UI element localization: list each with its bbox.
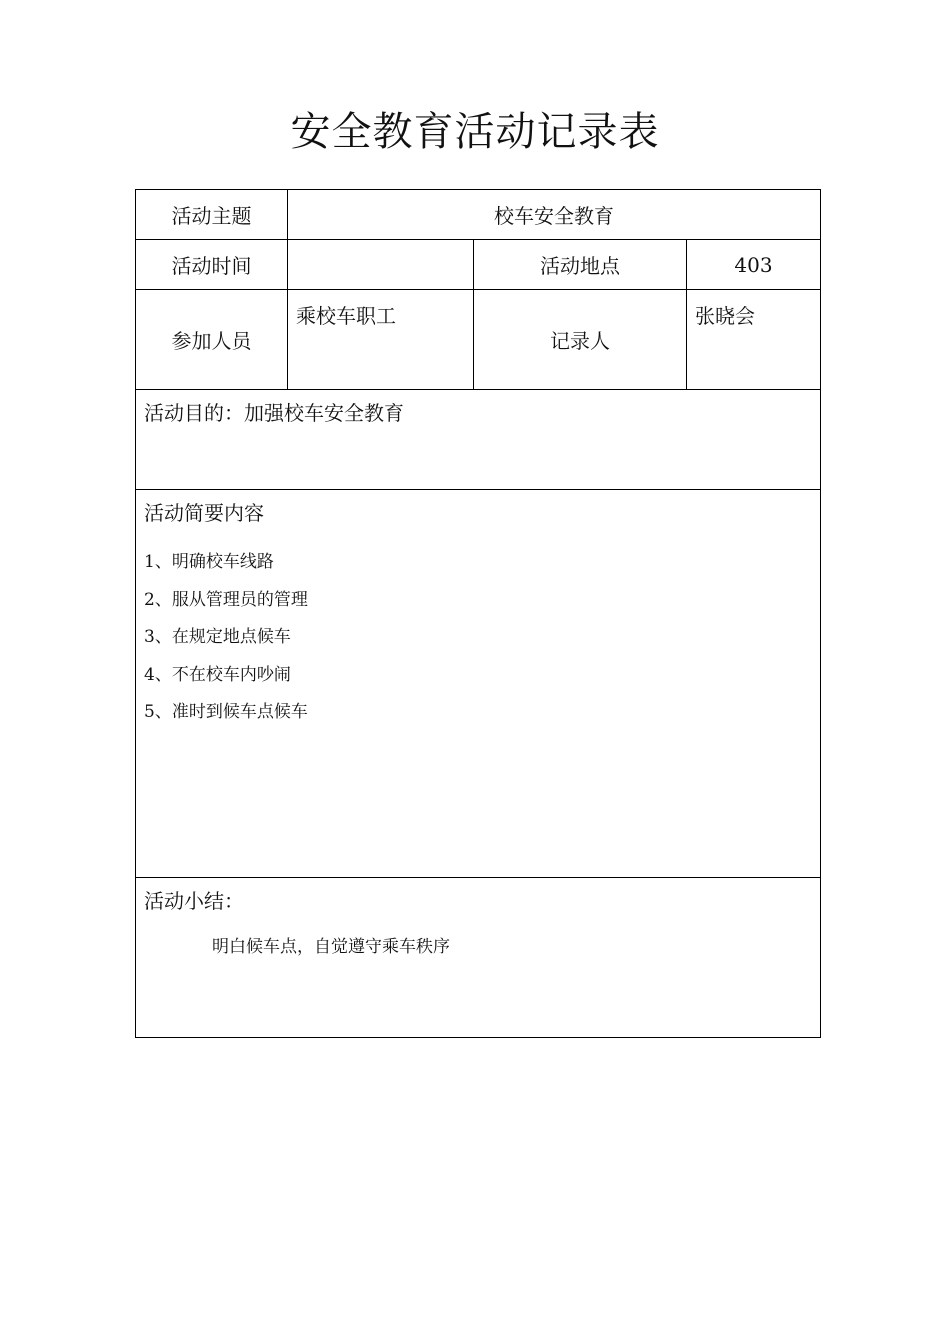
purpose-cell xyxy=(136,390,821,490)
content-item: 5、准时到候车点候车 xyxy=(144,702,308,722)
record-table xyxy=(135,189,821,1038)
purpose-text: 活动目的：加强校车安全教育 xyxy=(144,401,404,425)
topic-value: 校车安全教育 xyxy=(288,190,821,240)
recorder-label: 记录人 xyxy=(474,290,687,390)
place-label: 活动地点 xyxy=(474,240,687,290)
summary-row xyxy=(136,878,821,1038)
participants-value: 乘校车职工 xyxy=(288,290,474,390)
time-value xyxy=(288,240,474,290)
place-value: 403 xyxy=(687,240,821,290)
content-row xyxy=(136,490,821,878)
purpose-row xyxy=(136,390,821,490)
page-title: 安全教育活动记录表 xyxy=(290,109,660,155)
content-item: 2、服从管理员的管理 xyxy=(144,589,308,610)
topic-label: 活动主题 xyxy=(136,190,288,240)
topic-row xyxy=(136,190,821,240)
summary-text: 明白候车点，自觉遵守乘车秩序 xyxy=(212,937,450,957)
summary-cell xyxy=(136,878,821,1038)
content-list xyxy=(144,544,820,732)
recorder-value: 张晓会 xyxy=(687,290,821,390)
participants-label: 参加人员 xyxy=(136,290,288,390)
participants-row xyxy=(136,290,821,390)
content-item: 4、不在校车内吵闹 xyxy=(144,664,291,685)
summary-heading: 活动小结： xyxy=(144,889,244,913)
content-cell xyxy=(136,490,821,878)
content-item: 3、在规定地点候车 xyxy=(144,627,291,647)
content-heading: 活动简要内容 xyxy=(144,501,264,525)
time-place-row xyxy=(136,240,821,290)
content-item: 1、明确校车线路 xyxy=(144,552,274,572)
time-label: 活动时间 xyxy=(136,240,288,290)
